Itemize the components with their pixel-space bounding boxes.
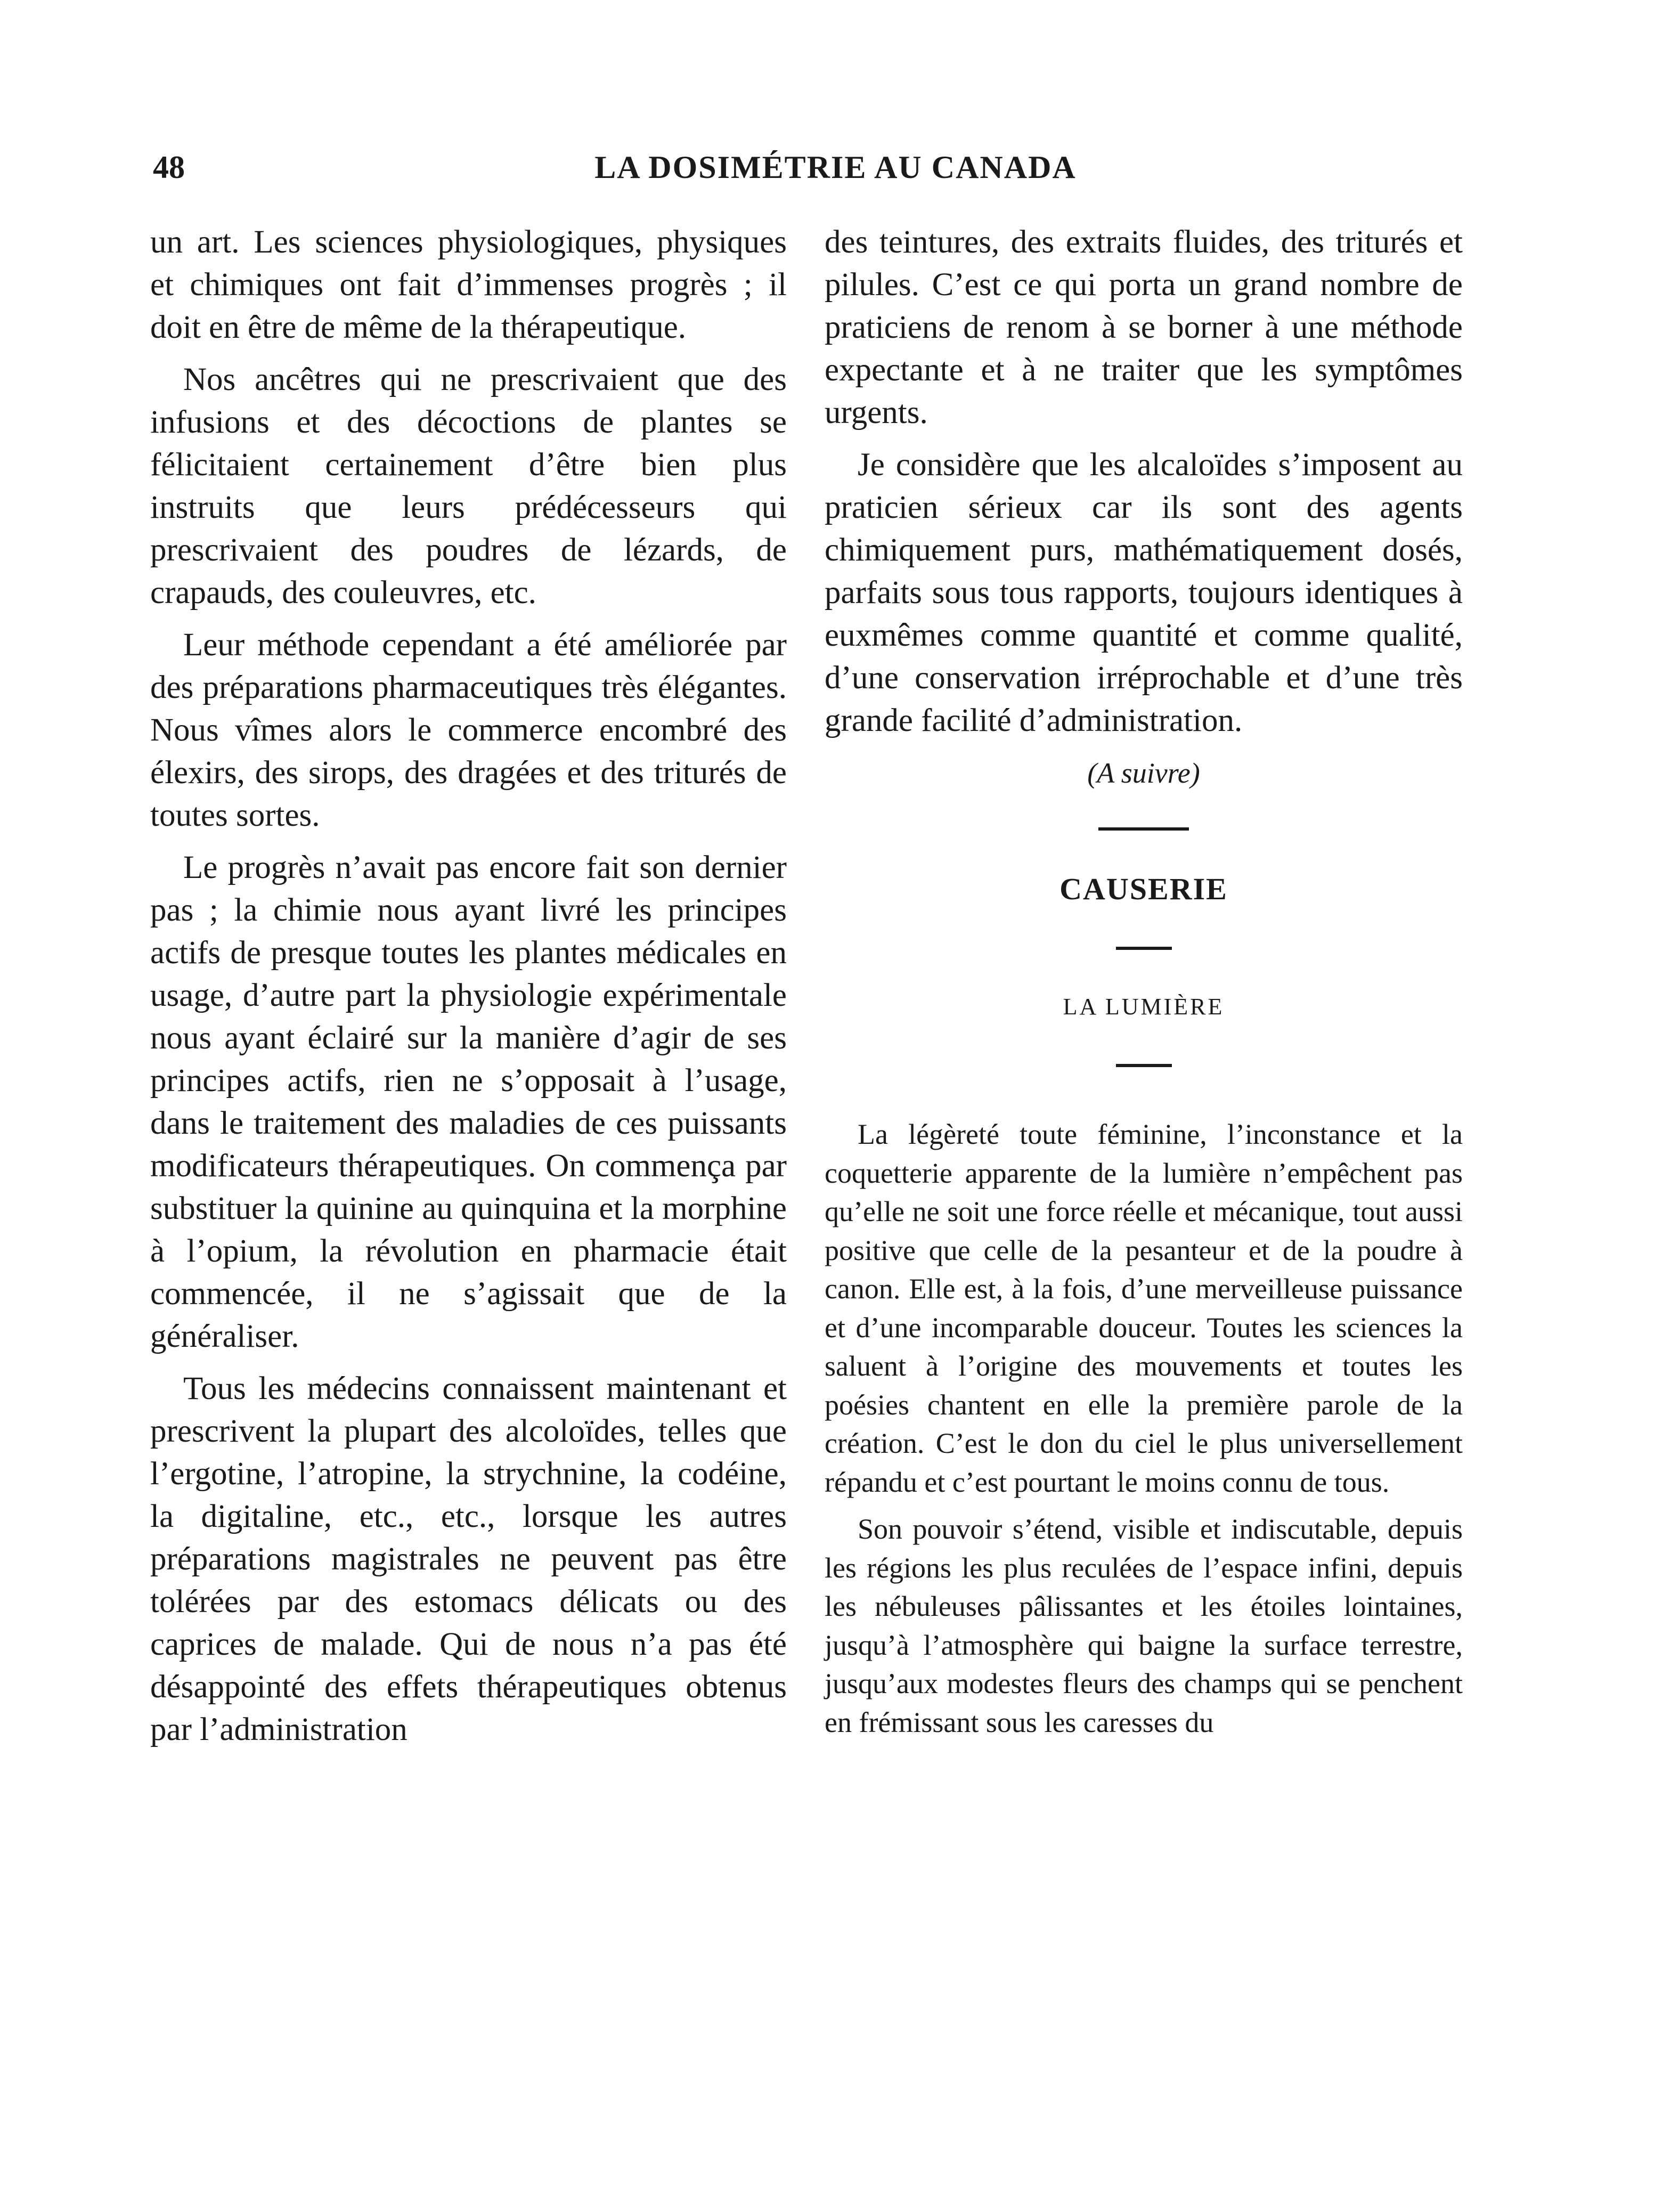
- paragraph: Leur méthode cependant a été améliorée par des préparations pharmaceutiques très élégantes. Nous vîmes alors le commerce encombré des élexirs, des sirops, des dragées et des triturés de toutes sortes.: [150, 627, 787, 833]
- running-title: LA DOSIMÉTRIE AU CANADA: [594, 150, 1077, 185]
- page-number: 48: [153, 150, 185, 185]
- paragraph: Nos ancêtres qui ne prescrivaient que des infusions et des décoctions de plantes se félicitaient certainement d’être bien plus instruits que leurs prédécesseurs qui prescrivaient des poudres de lézards, de crapauds, des couleuvres, etc.: [150, 362, 787, 611]
- title-divider: [1116, 947, 1172, 950]
- paragraph: Je considère que les alcaloïdes s’imposent au praticien sérieux car ils sont des agents chimiquement purs, mathématiquement dosés, parfaits sous tous rapports, toujours identiques à euxmêmes comme quantité et comme qualité, d’une conservation irréprochable et d’une très grande facilité d’administration.: [825, 447, 1463, 738]
- page-header: [0, 149, 1671, 192]
- right-column: [825, 221, 1463, 1742]
- paragraph: un art. Les sciences physiologiques, physiques et chimiques ont fait d’immenses progrès ; il doit en être de même de la thérapeutique.: [150, 224, 787, 345]
- subtitle-divider: [1116, 1064, 1172, 1067]
- paragraph: des teintures, des extraits fluides, des triturés et pilules. C’est ce qui porta un grand nombre de praticiens de renom à se borner à une méthode expectante et à ne traiter que les symptômes urgents.: [825, 224, 1463, 430]
- paragraph: Tous les médecins connaissent maintenant et prescrivent la plupart des alcoloïdes, telles que l’ergotine, l’atropine, la strychnine, la codéine, la digitaline, etc., etc., lorsque les autres préparations magistrales ne peuvent pas être tolérées par des estomacs délicats ou des caprices de malade. Qui de nous n’a pas été désappointé des effets thérapeutiques obtenus par l’administration: [150, 1371, 787, 1747]
- section-title: CAUSERIE: [1059, 872, 1228, 906]
- causerie-paragraph: Son pouvoir s’étend, visible et indiscutable, depuis les régions les plus reculées de l’espace infini, depuis les nébuleuses pâlissantes et les étoiles lointaines, jusqu’à l’atmosphère qui baigne la surface terrestre, jusqu’aux modestes fleurs des champs qui se penchent en frémissant sous les caresses du: [825, 1513, 1463, 1738]
- paragraph: Le progrès n’avait pas encore fait son dernier pas ; la chimie nous ayant livré les principes actifs de presque toutes les plantes médicales en usage, d’autre part la physiologie expérimentale nous ayant éclairé sur la manière d’agir de ses principes actifs, rien ne s’opposait à l’usage, dans le traitement des maladies de ces puissants modificateurs thérapeutiques. On commença par substituer la quinine au quinquina et la morphine à l’opium, la révolution en pharmacie était commencée, il ne s’agissait que de la généraliser.: [150, 850, 787, 1354]
- to-be-continued-note: (A suivre): [1087, 757, 1200, 789]
- left-column: [150, 221, 787, 1751]
- section-divider: [1098, 827, 1189, 831]
- causerie-paragraph: La légèreté toute féminine, l’inconstance et la coquetterie apparente de la lumière n’empêchent pas qu’elle ne soit une force réelle et mécanique, tout aussi positive que celle de la pesanteur et de la poudre à canon. Elle est, à la fois, d’une merveilleuse puissance et d’une incomparable douceur. Toutes les sciences la saluent à l’origine des mouvements et toutes les poésies chantent en elle la première parole de la création. C’est le don du ciel le plus universellement répandu et c’est pourtant le moins connu de tous.: [825, 1118, 1463, 1498]
- subsection-title: LA LUMIÈRE: [1063, 994, 1225, 1020]
